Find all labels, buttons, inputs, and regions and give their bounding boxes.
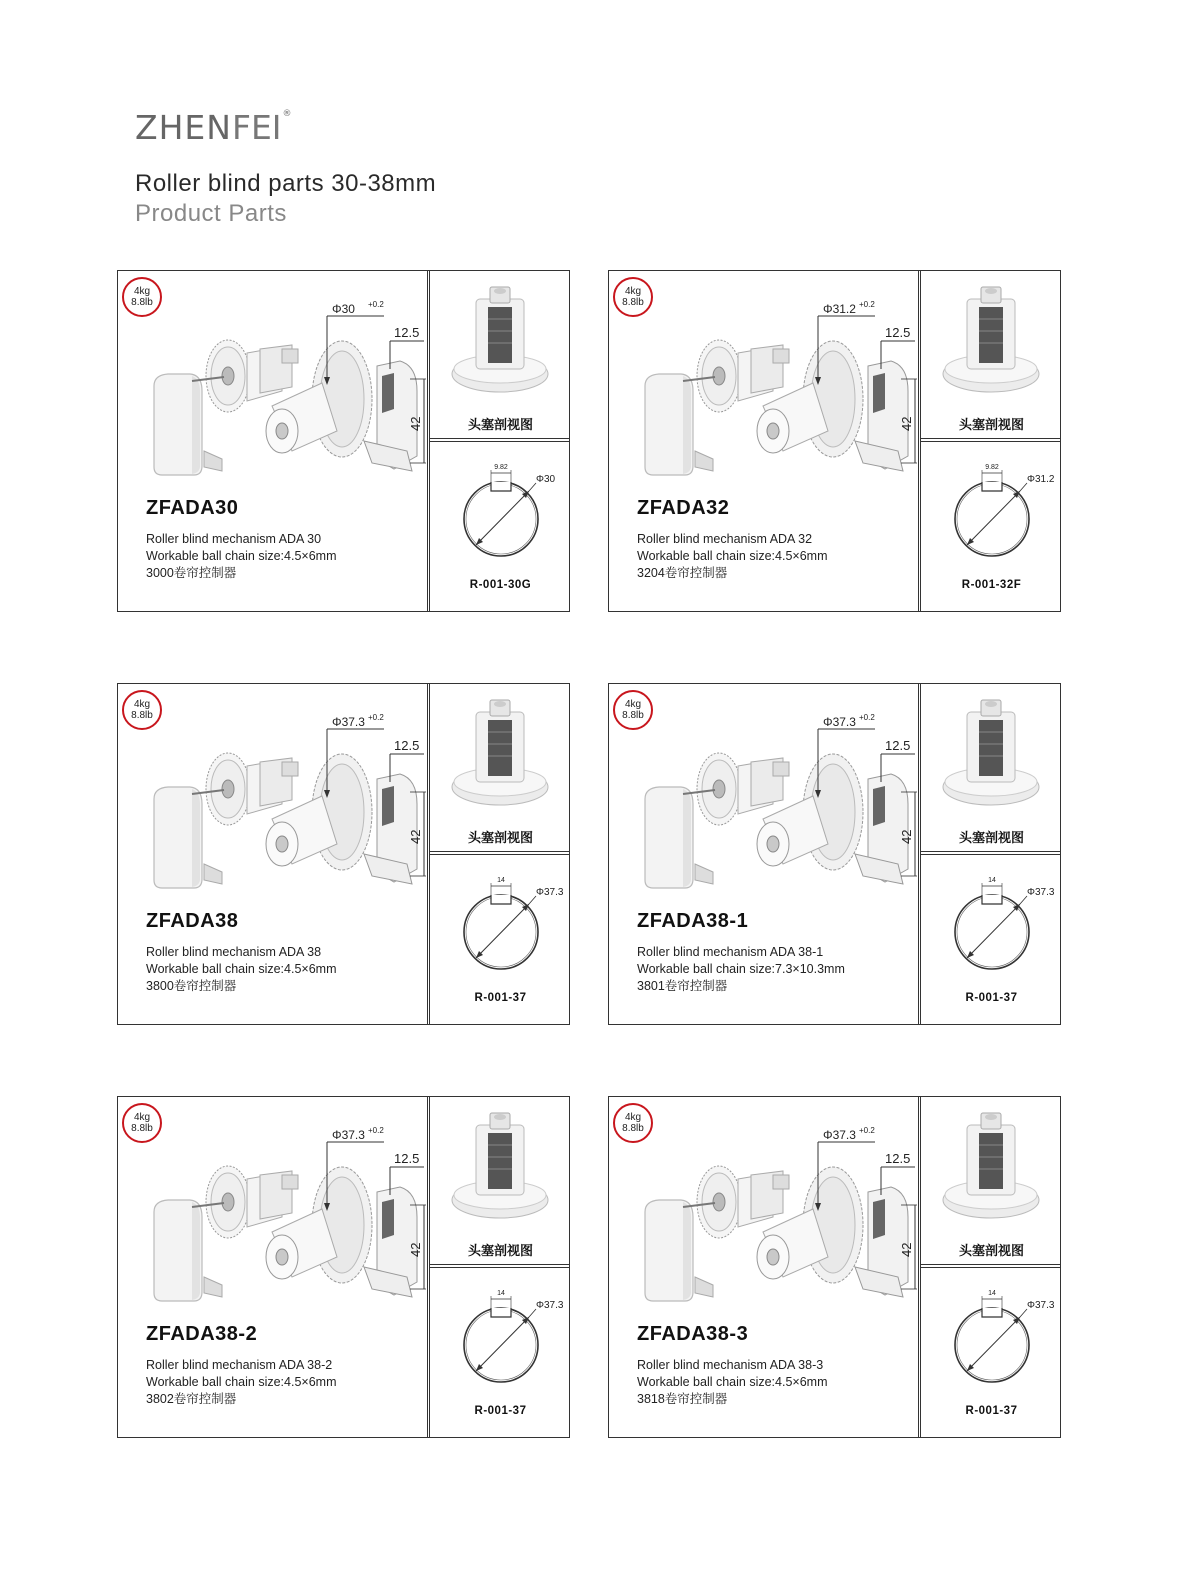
height-dimension: 42 bbox=[408, 416, 423, 431]
tube-profile-diagram bbox=[927, 866, 1057, 976]
diameter-label: Φ37.3 bbox=[332, 1128, 365, 1142]
mechanism-illustration bbox=[132, 1117, 427, 1317]
badge-lb: 8.8lb bbox=[131, 297, 153, 308]
product-name: Roller blind mechanism ADA 38 bbox=[146, 945, 322, 959]
product-name-cn: 3818卷帘控制器 bbox=[637, 1392, 728, 1406]
product-description bbox=[146, 1357, 337, 1408]
clutch-body-icon bbox=[247, 1171, 298, 1227]
bracket-icon bbox=[855, 774, 908, 884]
registered-mark: ® bbox=[282, 109, 293, 119]
badge-kg: 4kg bbox=[624, 1112, 642, 1123]
diameter-label: Φ30 bbox=[332, 302, 355, 316]
tolerance-label: +0.2 bbox=[368, 1126, 384, 1135]
plug-section-illustration bbox=[440, 692, 560, 812]
section-view-label: 头塞剖视图 bbox=[467, 417, 533, 432]
section-view-label: 头塞剖视图 bbox=[467, 1243, 533, 1258]
bracket-icon bbox=[855, 361, 908, 471]
badge-lb: 8.8lb bbox=[622, 1123, 644, 1134]
slot-width-label: 14 bbox=[497, 1290, 505, 1297]
clutch-body-icon bbox=[247, 758, 298, 814]
slot-width-label: 14 bbox=[988, 1290, 996, 1297]
mechanism-illustration bbox=[623, 1117, 918, 1317]
mechanism-illustration bbox=[132, 291, 427, 491]
clutch-body-icon bbox=[738, 345, 789, 401]
chain-size: Workable ball chain size:4.5×6mm bbox=[637, 549, 828, 563]
depth-dimension: 12.5 bbox=[885, 738, 911, 753]
profile-diameter-label: Φ37.3 bbox=[1027, 1300, 1055, 1311]
product-card bbox=[117, 683, 570, 1025]
product-name: Roller blind mechanism ADA 30 bbox=[146, 532, 322, 546]
horizontal-divider bbox=[430, 438, 569, 442]
section-view-label: 头塞剖视图 bbox=[958, 1243, 1024, 1258]
depth-dimension: 12.5 bbox=[885, 325, 911, 340]
tolerance-label: +0.2 bbox=[859, 713, 875, 722]
profile-diameter-label: Φ37.3 bbox=[536, 1300, 564, 1311]
chain-size: Workable ball chain size:4.5×6mm bbox=[146, 1375, 337, 1389]
badge-kg: 4kg bbox=[624, 286, 642, 297]
chain-size: Workable ball chain size:7.3×10.3mm bbox=[637, 962, 845, 976]
plug-section-illustration bbox=[931, 1105, 1051, 1225]
badge-lb: 8.8lb bbox=[131, 710, 153, 721]
tube-code: R-001-37 bbox=[474, 992, 527, 1004]
plug-section-illustration bbox=[931, 692, 1051, 812]
slot-width-label: 14 bbox=[988, 877, 996, 884]
section-view-label: 头塞剖视图 bbox=[467, 830, 533, 845]
depth-dimension: 12.5 bbox=[394, 738, 420, 753]
height-dimension: 42 bbox=[408, 1242, 423, 1257]
product-name: Roller blind mechanism ADA 38-2 bbox=[146, 1358, 333, 1372]
brand-light: FEI bbox=[231, 108, 282, 147]
horizontal-divider bbox=[430, 1264, 569, 1268]
tolerance-label: +0.2 bbox=[859, 1126, 875, 1135]
product-name-cn: 3204卷帘控制器 bbox=[637, 566, 728, 580]
bracket-icon bbox=[364, 774, 417, 884]
slot-width-label: 9.82 bbox=[494, 464, 508, 471]
tube-code: R-001-37 bbox=[474, 1405, 527, 1417]
depth-dimension: 12.5 bbox=[885, 1151, 911, 1166]
tolerance-label: +0.2 bbox=[368, 713, 384, 722]
product-name: Roller blind mechanism ADA 38-3 bbox=[637, 1358, 824, 1372]
height-dimension: 42 bbox=[408, 829, 423, 844]
tube-code: R-001-32F bbox=[961, 579, 1022, 591]
horizontal-divider bbox=[921, 851, 1060, 855]
tube-code: R-001-37 bbox=[965, 1405, 1018, 1417]
product-card bbox=[608, 270, 1061, 612]
horizontal-divider bbox=[921, 438, 1060, 442]
profile-diameter-label: Φ31.2 bbox=[1027, 474, 1055, 485]
height-dimension: 42 bbox=[899, 416, 914, 431]
tube-profile-diagram bbox=[436, 866, 566, 976]
badge-lb: 8.8lb bbox=[622, 710, 644, 721]
badge-lb: 8.8lb bbox=[131, 1123, 153, 1134]
model-number: ZFADA38-1 bbox=[637, 910, 749, 932]
profile-diameter-label: Φ37.3 bbox=[536, 887, 564, 898]
depth-dimension: 12.5 bbox=[394, 325, 420, 340]
product-card bbox=[117, 1096, 570, 1438]
depth-dimension: 12.5 bbox=[394, 1151, 420, 1166]
section-view-label: 头塞剖视图 bbox=[958, 417, 1024, 432]
slot-width-label: 9.82 bbox=[985, 464, 999, 471]
diameter-label: Φ37.3 bbox=[332, 715, 365, 729]
chain-size: Workable ball chain size:4.5×6mm bbox=[146, 962, 337, 976]
mechanism-illustration bbox=[623, 704, 918, 904]
plug-section-illustration bbox=[440, 1105, 560, 1225]
model-number: ZFADA38 bbox=[146, 910, 239, 932]
tube-code: R-001-30G bbox=[469, 579, 532, 591]
bracket-icon bbox=[364, 361, 417, 471]
badge-kg: 4kg bbox=[624, 699, 642, 710]
diameter-label: Φ31.2 bbox=[823, 302, 856, 316]
badge-kg: 4kg bbox=[133, 286, 151, 297]
profile-diameter-label: Φ30 bbox=[536, 474, 556, 485]
slot-width-label: 14 bbox=[497, 877, 505, 884]
badge-lb: 8.8lb bbox=[622, 297, 644, 308]
height-dimension: 42 bbox=[899, 829, 914, 844]
tube-profile-diagram bbox=[927, 1279, 1057, 1389]
clutch-body-icon bbox=[738, 758, 789, 814]
product-card bbox=[608, 683, 1061, 1025]
horizontal-divider bbox=[921, 1264, 1060, 1268]
model-number: ZFADA38-2 bbox=[146, 1323, 258, 1345]
diameter-label: Φ37.3 bbox=[823, 1128, 856, 1142]
plug-section-illustration bbox=[931, 279, 1051, 399]
tube-profile-diagram bbox=[927, 453, 1057, 563]
diameter-label: Φ37.3 bbox=[823, 715, 856, 729]
tolerance-label: +0.2 bbox=[368, 300, 384, 309]
brand-logo bbox=[135, 108, 293, 147]
badge-kg: 4kg bbox=[133, 1112, 151, 1123]
tolerance-label: +0.2 bbox=[859, 300, 875, 309]
product-card bbox=[608, 1096, 1061, 1438]
profile-diameter-label: Φ37.3 bbox=[1027, 887, 1055, 898]
mechanism-illustration bbox=[623, 291, 918, 491]
product-name-cn: 3801卷帘控制器 bbox=[637, 979, 728, 993]
model-number: ZFADA30 bbox=[146, 497, 239, 519]
page-title: Roller blind parts 30-38mm bbox=[135, 170, 437, 197]
product-card bbox=[117, 270, 570, 612]
badge-kg: 4kg bbox=[133, 699, 151, 710]
tube-profile-diagram bbox=[436, 1279, 566, 1389]
product-name-cn: 3800卷帘控制器 bbox=[146, 979, 237, 993]
bracket-icon bbox=[855, 1187, 908, 1297]
product-description bbox=[146, 944, 337, 995]
section-view-label: 头塞剖视图 bbox=[958, 830, 1024, 845]
product-description bbox=[637, 1357, 828, 1408]
tube-code: R-001-37 bbox=[965, 992, 1018, 1004]
height-dimension: 42 bbox=[899, 1242, 914, 1257]
product-description bbox=[637, 944, 845, 995]
product-description bbox=[637, 531, 828, 582]
model-number: ZFADA32 bbox=[637, 497, 730, 519]
product-description bbox=[146, 531, 337, 582]
chain-size: Workable ball chain size:4.5×6mm bbox=[637, 1375, 828, 1389]
brand-strong: ZHEN bbox=[135, 108, 232, 147]
bracket-icon bbox=[364, 1187, 417, 1297]
tube-profile-diagram bbox=[436, 453, 566, 563]
mechanism-illustration bbox=[132, 704, 427, 904]
product-name: Roller blind mechanism ADA 32 bbox=[637, 532, 813, 546]
chain-size: Workable ball chain size:4.5×6mm bbox=[146, 549, 337, 563]
product-name-cn: 3000卷帘控制器 bbox=[146, 566, 237, 580]
clutch-body-icon bbox=[247, 345, 298, 401]
horizontal-divider bbox=[430, 851, 569, 855]
plug-section-illustration bbox=[440, 279, 560, 399]
model-number: ZFADA38-3 bbox=[637, 1323, 749, 1345]
product-name: Roller blind mechanism ADA 38-1 bbox=[637, 945, 824, 959]
clutch-body-icon bbox=[738, 1171, 789, 1227]
product-name-cn: 3802卷帘控制器 bbox=[146, 1392, 237, 1406]
page-subtitle: Product Parts bbox=[135, 200, 287, 227]
